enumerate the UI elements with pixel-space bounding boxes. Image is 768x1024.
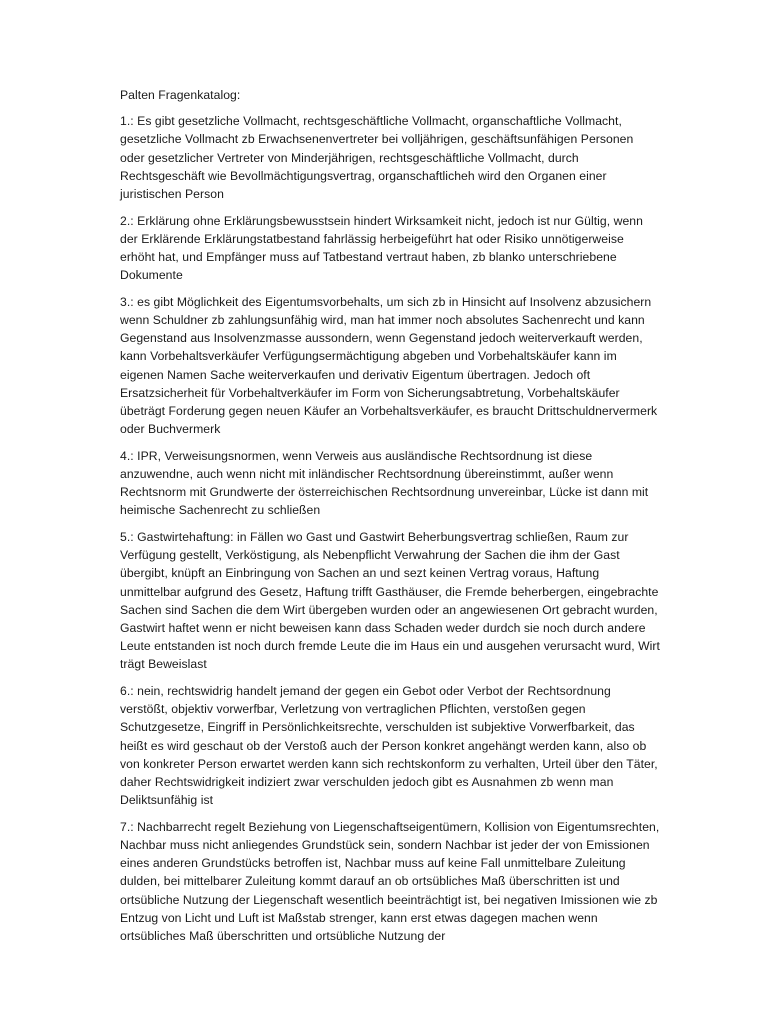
paragraph-4: 4.: IPR, Verweisungsnormen, wenn Verweis aus ausländische Rechtsordnung ist diese anzuwendne, auch wenn nicht mit inländischer Rechtsordnung übereinstimmt, außer wenn Rechtsnorm mit Grundwerte der österreichischen Rechtsordnung unvereinbar, Lücke ist dann mit heimische Sachenrecht zu schließen	[120, 448, 649, 518]
document-title: Palten Fragenkatalog:	[120, 88, 241, 102]
paragraph-3: 3.: es gibt Möglichkeit des Eigentumsvorbehalts, um sich zb in Hinsicht auf Insolvenz abzusichern wenn Schuldner zb zahlungsunfähig wird, man hat immer noch absolutes Sachenrecht und kann Gegenstand aus Insolvenzmasse aussondern, wenn Gegenstand jedoch weiterverkauft werden, kann Vorbehaltsverkäufer Verfügungsermächtigung abgeben und Vorbehaltskäufer kann im eigenen Namen Sache weiterverkaufen und derivativ Eigentum übertragen. Jedoch oft Ersatzsicherheit für Vorbehaltverkäufer im Form von Sicherungsabtretung, Vorbehaltskäufer übeträgt Forderung gegen neuen Käufer an Vorbehaltsverkäufer, es braucht Drittschuldnervermerk oder Buchvermerk	[120, 294, 658, 437]
paragraph-7: 7.: Nachbarrecht regelt Beziehung von Liegenschaftseigentümern, Kollision von Eigentumsrechten, Nachbar muss nicht anliegendes Grundstück sein, sondern Nachbar ist jeder der von Emissionen eines anderen Grundstücks betroffen ist, Nachbar muss auf keine Fall unmittelbare Zuleitung dulden, bei mittelbarer Zuleitung kommt darauf an ob ortsübliches Maß überschritten ist und ortsübliche Nutzung der Liegenschaft wesentlich beeinträchtigt ist, bei negativen Imissionen wie zb Entzug von Licht und Luft ist Maßstab strenger, kann erst etwas dagegen machen wenn ortsübliches Maß überschritten und ortsübliche Nutzung der	[120, 819, 660, 944]
paragraph-5: 5.: Gastwirtehaftung: in Fällen wo Gast und Gastwirt Beherbungsvertrag schließen, Raum zur Verfügung gestellt, Verköstigung, als Nebenpflicht Verwahrung der Sachen die ihm der Gast übergibt, knüpft an Einbringung von Sachen an und sezt keinen Vertrag voraus, Haftung unmittelbar aufgrund des Gesetz, Haftung trifft Gasthäuser, die Fremde beherbergen, eingebrachte Sachen sind Sachen die dem Wirt übergeben wurden oder an angewiesenen Ort gebracht wurden, Gastwirt haftet wenn er nicht beweisen kann dass Schaden weder durdch sie noch durch andere Leute entstanden ist noch durch fremde Leute die im Haus ein und ausgehen verursacht wurd, Wirt trägt Beweislast	[120, 530, 660, 672]
document-body	[120, 86, 660, 954]
paragraph-6: 6.: nein, rechtswidrig handelt jemand der gegen ein Gebot oder Verbot der Rechtsordnung verstößt, objektiv vorwerfbar, Verletzung von vertraglichen Pflichten, verstoßen gegen Schutzgesetze, Eingriff in Persönlichkeitsrechte, verschulden ist subjektive Vorwerfbarkeit, das heißt es wird geschaut ob der Verstoß auch der Person konkret angehängt werden kann, also ob von konkreter Person erwartet werden kann sich rechtskonform zu verhalten, Urteil über den Täter, daher Rechtswidrigkeit indiziert zwar verschulden jedoch gibt es Ausnahmen zb wenn man Deliktsunfähig ist	[120, 684, 658, 808]
paragraph-2: 2.: Erklärung ohne Erklärungsbewusstsein hindert Wirksamkeit nicht, jedoch ist nur Gültig, wenn der Erklärende Erklärungstatbestand fahrlässig herbeigeführt hat oder Risiko unnötigerweise erhöht hat, und Empfänger muss auf Tatbestand vertraut haben, zb blanko unterschriebene Dokumente	[120, 213, 643, 283]
paragraph-1: 1.: Es gibt gesetzliche Vollmacht, rechtsgeschäftliche Vollmacht, organschaftliche Vollmacht, gesetzliche Vollmacht zb Erwachsenenvertreter bei volljährigen, geschäftsunfähigen Personen oder gesetzlicher Vertreter von Minderjährigen, rechtsgeschäftliche Vollmacht, durch Rechtsgeschäft wie Bevollmächtigungsvertrag, organschaftlicheh wird den Organen einer juristischen Person	[120, 114, 634, 202]
